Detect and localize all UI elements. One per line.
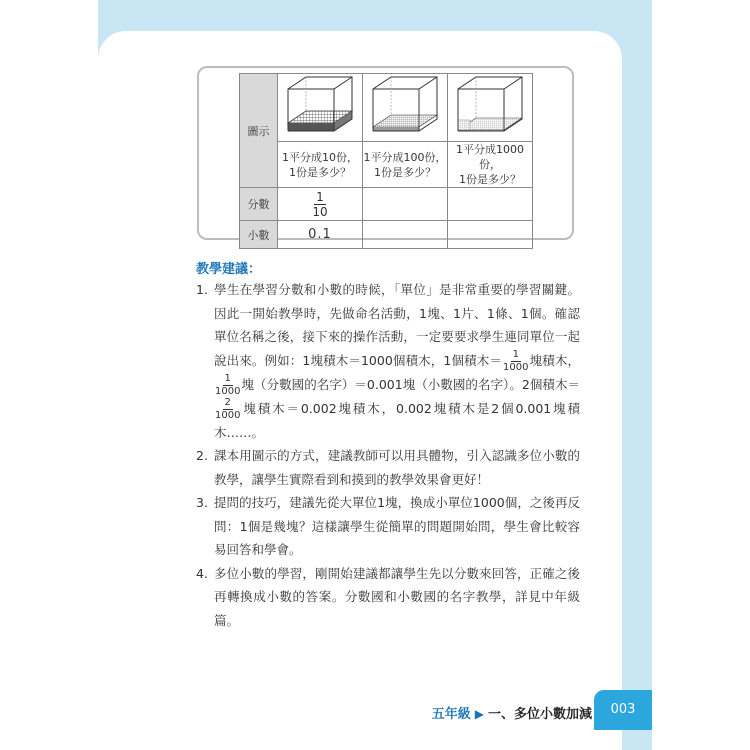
fraction-numerator: 2 xyxy=(224,396,231,408)
row-header-fraction: 分數 xyxy=(240,188,278,221)
item-number: 1. xyxy=(196,282,208,297)
fraction-denominator: 10 xyxy=(312,204,328,219)
item-text xyxy=(214,278,580,444)
decimal-cell-2 xyxy=(363,221,448,249)
question-line: 1份是多少？ xyxy=(374,165,436,179)
fraction-denominator: 1000 xyxy=(503,361,529,373)
question-cell-2 xyxy=(363,142,448,188)
table-row-image xyxy=(240,74,533,142)
page-number-tab xyxy=(594,690,652,730)
text-segment: 學生在學習分數和小數的時候，「單位」是非常重要的學習關鍵。因此一開始教學時，先做命名活動，1塊、1片、1條、1個。確認單位名稱之後，接下來的操作活動，一定要要求學生連同單位一起說出來。例如：1塊積木＝1000個積木，1個積木＝ xyxy=(214,282,580,368)
item-text: 課本用圖示的方式，建議教師可以用具體物，引入認識多位小數的教學，讓學生實際看到和摸到的教學效果會更好！ xyxy=(214,448,580,487)
text-segment: 塊積木＝0.002塊積木，0.002塊積木是2個0.001塊積木……。 xyxy=(214,400,580,440)
cube-image-tenths xyxy=(278,74,363,142)
text-segment: 塊（分數國的名字）＝0.001塊（小數國的名字）。2個積木＝ xyxy=(241,376,580,392)
cube-image-thousandths xyxy=(448,74,533,142)
item-number: 2. xyxy=(196,448,208,463)
row-header-image: 圖示 xyxy=(240,74,278,188)
teaching-suggestions-heading: 教學建議： xyxy=(196,262,262,277)
fraction-numerator: 1 xyxy=(316,189,324,204)
list-item xyxy=(196,491,580,562)
item-text: 提問的技巧，建議先從大單位1塊，換成小單位1000個，之後再反問：1個是幾塊？這樣讓學生從簡單的問題開始問，學生會比較容易回答和學會。 xyxy=(214,495,580,557)
table-row-question xyxy=(240,142,533,188)
fraction-decimal-table xyxy=(239,73,533,249)
chapter-footer xyxy=(432,703,592,722)
cube-100-parts-image xyxy=(367,75,443,137)
item-text: 多位小數的學習，剛開始建議都讓學生先以分數來回答，正確之後再轉換成小數的答案。分數國和小數國的名字教學，詳見中年級篇。 xyxy=(214,565,580,628)
table-row-decimal xyxy=(240,221,533,249)
page-number: 003 xyxy=(610,702,636,717)
fraction-numerator: 1 xyxy=(512,348,519,360)
fraction-denominator: 1000 xyxy=(215,385,241,397)
item-number: 3. xyxy=(196,495,208,510)
fraction-one-tenth xyxy=(312,191,327,218)
question-cell-1 xyxy=(278,142,363,188)
text-segment: 塊積木， xyxy=(529,352,580,368)
list-item xyxy=(196,278,580,444)
fraction-cell-2 xyxy=(363,188,448,221)
grade-label: 五年級 xyxy=(431,707,471,722)
decimal-value: 0.1 xyxy=(308,227,332,242)
fraction-numerator: 1 xyxy=(224,372,231,384)
fraction-denominator: 1000 xyxy=(215,409,241,421)
question-line: 1平分成1000份， xyxy=(456,143,524,171)
fraction-1-over-1000 xyxy=(215,374,240,397)
question-line: 1平分成100份， xyxy=(363,150,447,164)
suggestions-list xyxy=(196,278,580,632)
cube-image-hundredths xyxy=(363,74,448,142)
list-item xyxy=(196,444,580,491)
play-arrow-icon: ▶ xyxy=(474,707,484,721)
fraction-2-over-1000 xyxy=(215,398,240,421)
fraction-1-over-1000 xyxy=(503,350,528,373)
table-row-fraction xyxy=(240,188,533,221)
chapter-title: 一、多位小數加減 xyxy=(487,707,592,722)
cube-10-parts-image xyxy=(282,75,358,137)
fraction-cell-1 xyxy=(278,188,363,221)
fraction-cell-3 xyxy=(448,188,533,221)
question-line: 1份是多少？ xyxy=(289,165,351,179)
decimal-cell-3 xyxy=(448,221,533,249)
question-cell-3 xyxy=(448,142,533,188)
row-header-decimal: 小數 xyxy=(240,221,278,249)
item-number: 4. xyxy=(196,565,208,581)
decimal-cell-1 xyxy=(278,221,363,249)
list-item xyxy=(196,562,580,633)
cube-1000-parts-image xyxy=(452,75,528,137)
question-line: 1份是多少？ xyxy=(459,173,521,186)
question-line: 1平分成10份， xyxy=(282,150,358,164)
